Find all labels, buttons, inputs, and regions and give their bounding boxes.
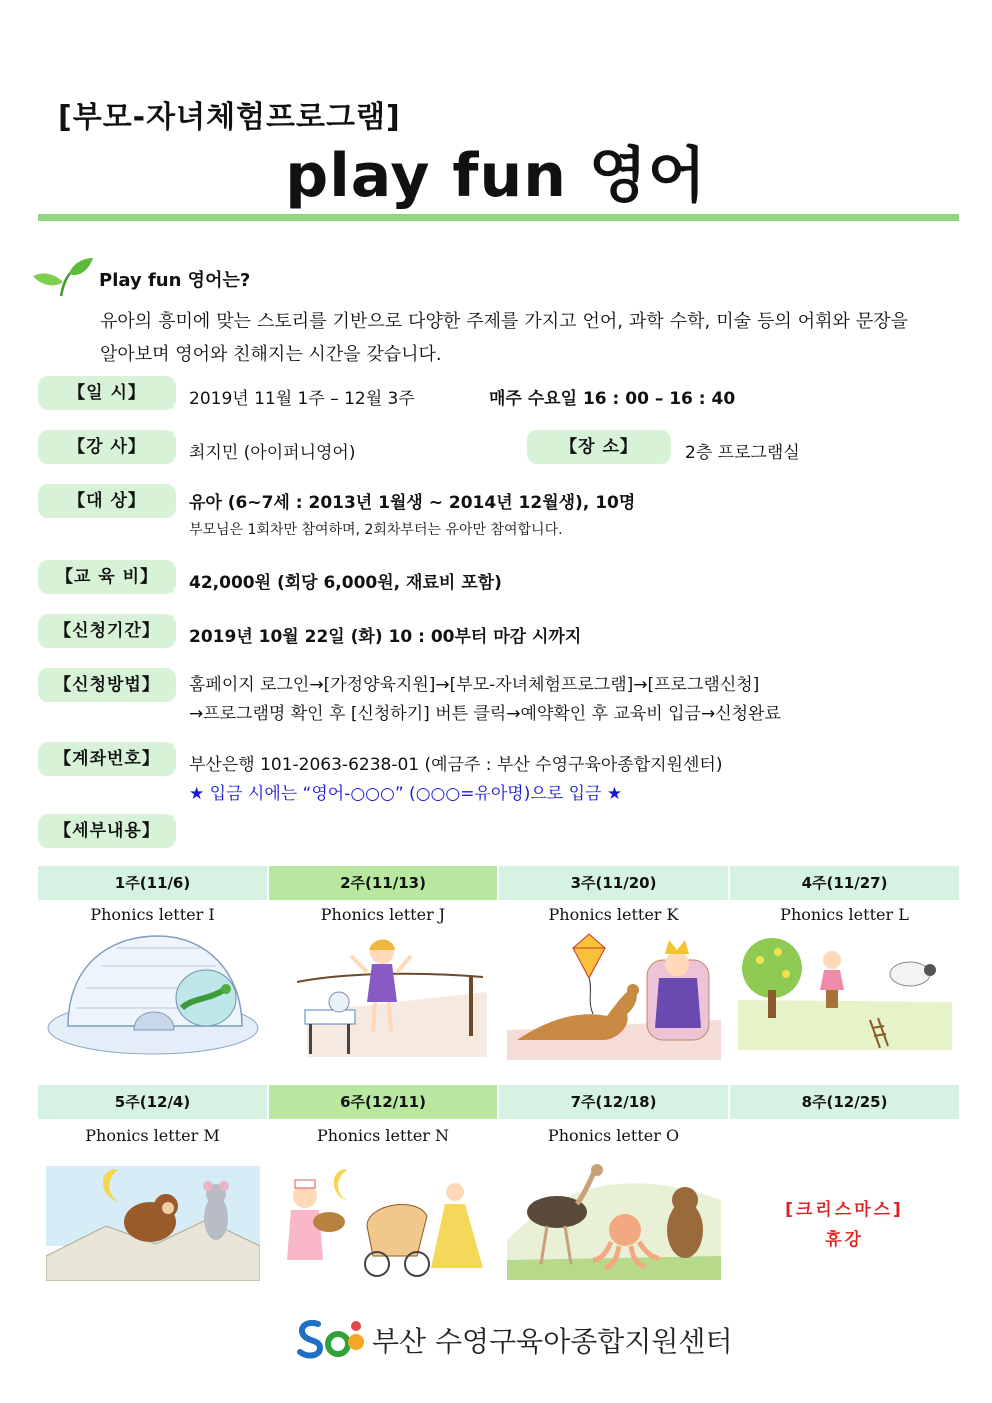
target-label: 【대 상】 [38, 484, 176, 518]
fee-label: 【교 육 비】 [38, 560, 176, 594]
lemon-tree-lamb-icon [738, 930, 952, 1050]
program-category: [부모-자녀체험프로그램] [58, 100, 401, 135]
nurse-nest-icon [277, 1156, 491, 1284]
date-label: 【일 시】 [38, 376, 176, 410]
center-logo [296, 1318, 366, 1360]
week-4-topic: Phonics letter L [780, 905, 909, 924]
sprout-icon [33, 256, 93, 298]
details-label: 【세부내용】 [38, 814, 176, 848]
week-5-header: 5주(12/4) [38, 1085, 267, 1119]
method-line2: →프로그램명 확인 후 [신청하기] 버튼 클릭→예약확인 후 교육비 입금→신청완료 [189, 704, 781, 724]
method-label: 【신청방법】 [38, 668, 176, 702]
week-2-header: 2주(11/13) [269, 866, 497, 900]
account-line1: 부산은행 101-2063-6238-01 (예금주 : 부산 수영구육아종합지원센터) [189, 755, 723, 775]
target-value: 유아 (6~7세 : 2013년 1월생 ~ 2014년 12월생), 10명 [189, 493, 636, 513]
week-5-topic: Phonics letter M [85, 1126, 220, 1145]
period-label: 【신청기간】 [38, 614, 176, 648]
method-line1: 홈페이지 로그인→[가정양육지원]→[부모-자녀체험프로그램]→[프로그램신청] [189, 675, 760, 695]
week-2-topic: Phonics letter J [320, 905, 446, 924]
monkey-mouse-moon-icon [46, 1156, 260, 1281]
place-label: 【장 소】 [527, 430, 671, 464]
page-title: play fun 영어 [285, 141, 707, 211]
period-value: 2019년 10월 22일 (화) 10 : 00부터 마감 시까지 [189, 627, 582, 647]
holiday-note: 휴강 [825, 1230, 864, 1250]
week-1-topic: Phonics letter I [90, 905, 215, 924]
week-3-topic: Phonics letter K [548, 905, 679, 924]
intro-body: 유아의 흥미에 맞는 스토리를 기반으로 다양한 주제를 가지고 언어, 과학 수학, 미술 등의 어휘와 문장을 알아보며 영어와 친해지는 시간을 갖습니다. [100, 311, 908, 365]
fee-value: 42,000원 (회당 6,000원, 재료비 포함) [189, 573, 502, 593]
igloo-lizard-icon [46, 928, 260, 1058]
date-time: 매주 수요일 16 : 00 – 16 : 40 [489, 389, 736, 409]
target-note: 부모님은 1회차만 참여하며, 2회차부터는 유아만 참여합니다. [189, 522, 563, 538]
date-value: 2019년 11월 1주 – 12월 3주 [189, 389, 415, 409]
week-1-header: 1주(11/6) [38, 866, 267, 900]
kangaroo-king-kite-icon [507, 930, 721, 1060]
deposit-notice: ★ 입금 시에는 “영어-○○○” (○○○=유아명)으로 입금 ★ [189, 784, 623, 804]
week-6-header: 6주(12/11) [269, 1085, 497, 1119]
holiday-label: [크리스마스] [785, 1200, 904, 1220]
org-name: 부산 수영구육아종합지원센터 [372, 1325, 733, 1358]
girl-jumping-rope-icon [287, 932, 487, 1057]
instructor-value: 최지민 (아이퍼니영어) [189, 443, 356, 463]
week-8-header: 8주(12/25) [730, 1085, 959, 1119]
week-4-header: 4주(11/27) [730, 866, 959, 900]
ostrich-octopus-otter-icon [507, 1160, 721, 1280]
week-3-header: 3주(11/20) [499, 866, 728, 900]
week-7-header: 7주(12/18) [499, 1085, 728, 1119]
intro-heading: Play fun 영어는? [99, 270, 251, 291]
title-divider [38, 214, 959, 221]
place-value: 2층 프로그램실 [685, 443, 800, 463]
instructor-label: 【강 사】 [38, 430, 176, 464]
account-label: 【계좌번호】 [38, 742, 176, 776]
week-7-topic: Phonics letter O [547, 1126, 680, 1145]
week-6-topic: Phonics letter N [316, 1126, 450, 1145]
